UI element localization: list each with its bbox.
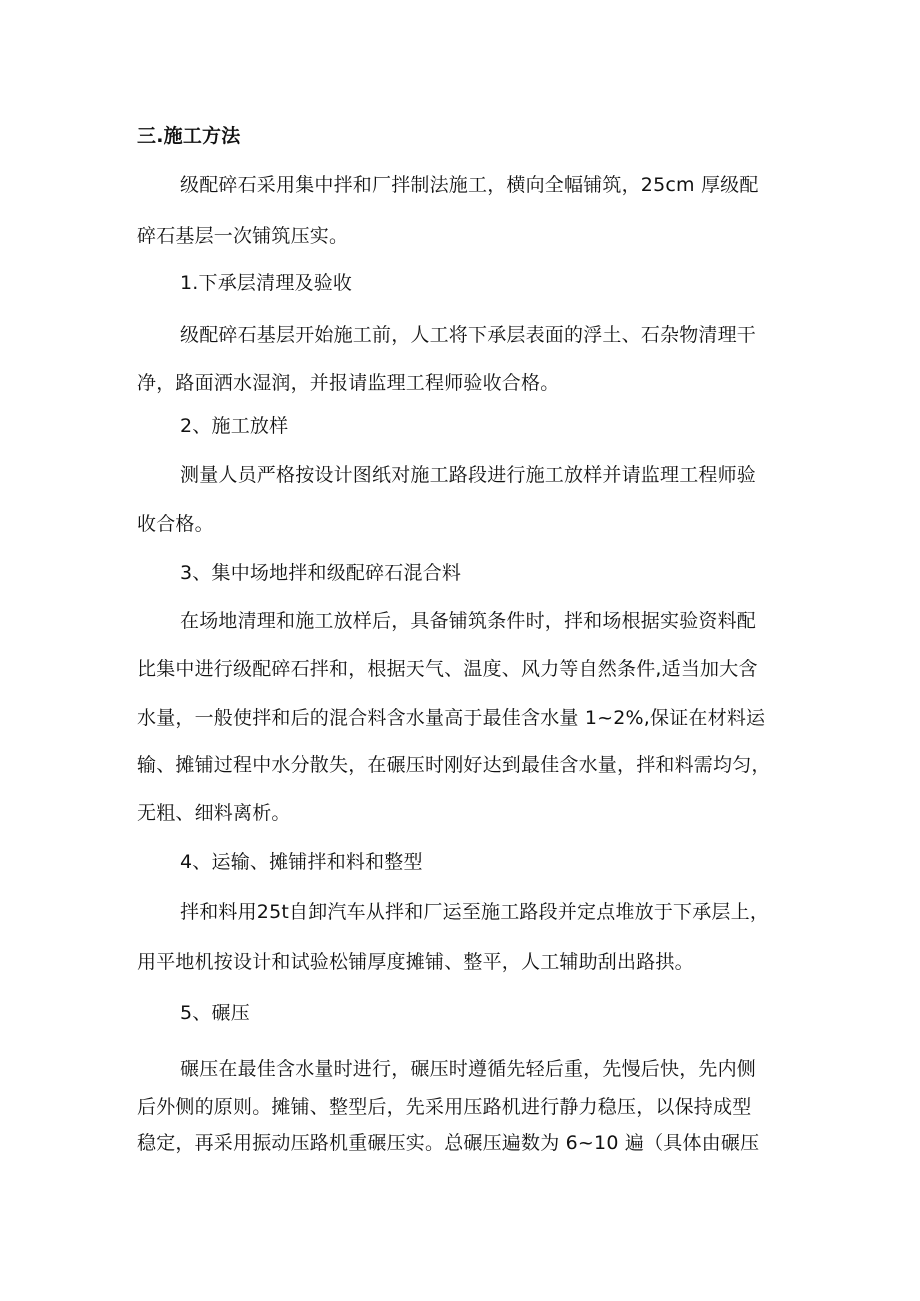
sub4-title: 4、运输、摊铺拌和料和整型 (180, 851, 423, 873)
sub5-line-1: 碾压在最佳含水量时进行，碾压时遵循先轻后重，先慢后快，先内侧 (180, 1058, 757, 1080)
intro-line-2: 碎石基层一次铺筑压实。 (137, 225, 349, 247)
sub3-line-3: 水量，一般使拌和后的混合料含水量高于最佳含水量 1~2%,保证在材料运 (137, 707, 766, 729)
sub3-line-5: 无粗、细料离析。 (137, 802, 291, 824)
sub2-line-1: 测量人员严格按设计图纸对施工路段进行施工放样并请监理工程师验 (180, 464, 757, 486)
section-title: 三.施工方法 (137, 125, 241, 147)
sub4-line-2: 用平地机按设计和试验松铺厚度摊铺、整平，人工辅助刮出路拱。 (137, 951, 694, 973)
intro-line-1: 级配碎石采用集中拌和厂拌制法施工，横向全幅铺筑，25cm 厚级配 (180, 174, 759, 196)
sub1-line-2: 净，路面洒水湿润，并报请监理工程师验收合格。 (137, 372, 560, 394)
sub3-line-2: 比集中进行级配碎石拌和，根据天气、温度、风力等自然条件,适当加大含 (137, 658, 758, 680)
sub5-title: 5、碾压 (180, 1002, 250, 1024)
sub3-title: 3、集中场地拌和级配碎石混合料 (180, 562, 462, 584)
sub4-line-1: 拌和料用25t自卸汽车从拌和厂运至施工路段并定点堆放于下承层上， (180, 901, 770, 923)
sub3-line-4: 输、摊铺过程中水分散失，在碾压时刚好达到最佳含水量，拌和料需均匀， (137, 754, 771, 776)
sub5-line-3: 稳定，再采用振动压路机重碾压实。总碾压遍数为 6~10 遍（具体由碾压 (137, 1132, 760, 1154)
sub5-line-2: 后外侧的原则。摊铺、整型后，先采用压路机进行静力稳压，以保持成型 (137, 1096, 752, 1118)
sub1-title: 1.下承层清理及验收 (180, 272, 353, 294)
sub1-line-1: 级配碎石基层开始施工前，人工将下承层表面的浮土、石杂物清理干 (180, 324, 757, 346)
sub2-title: 2、施工放样 (180, 415, 289, 437)
sub3-line-1: 在场地清理和施工放样后，具备铺筑条件时，拌和场根据实验资料配 (180, 610, 757, 632)
sub2-line-2: 收合格。 (137, 513, 214, 535)
